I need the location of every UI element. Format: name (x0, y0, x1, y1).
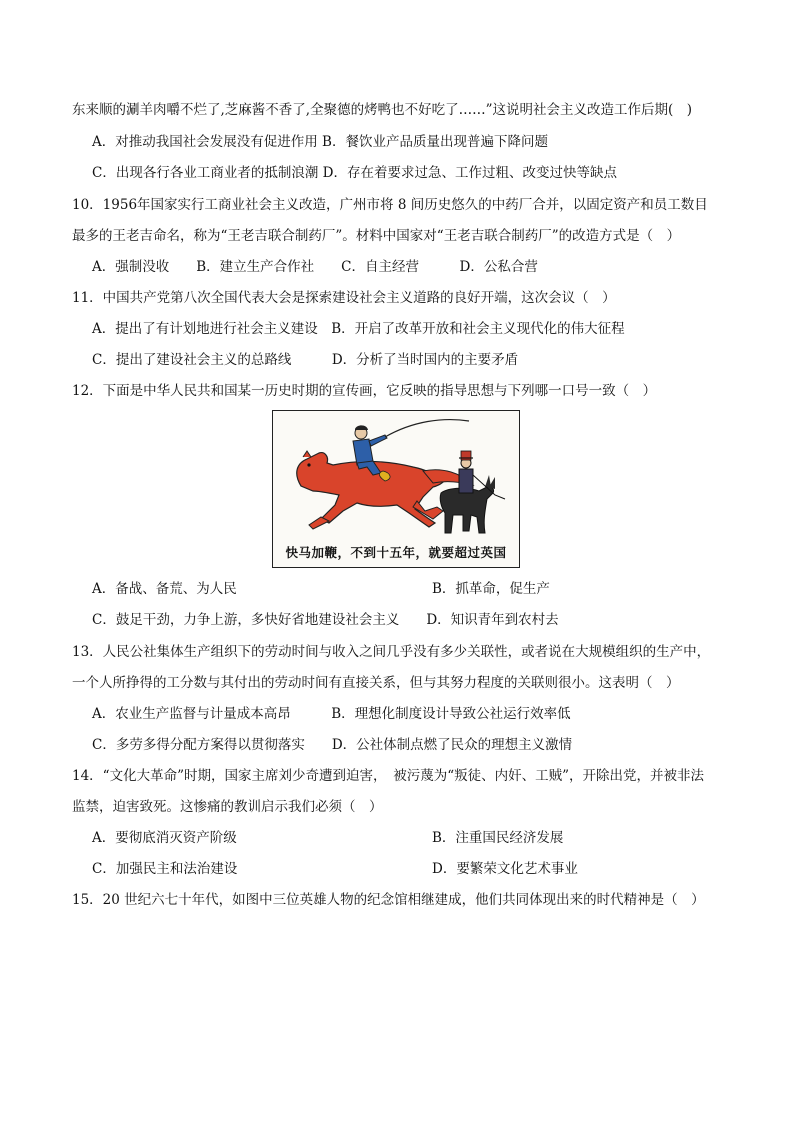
q10-stem-1: 10．1956年国家实行工商业社会主义改造，广州市将 8 间历史悠久的中药厂合并，以固定资产和员工数目 (72, 197, 708, 213)
q9-options-ab: A．对推动我国社会发展没有促进作用 B．餐饮业产品质量出现普遍下降问题 (92, 134, 548, 150)
q14-stem-1: 14．“文化大革命”时期，国家主席刘少奇遭到迫害， 被污蔑为“叛徒、内奸、工贼”，开除出党，并被非法 (72, 768, 705, 784)
propaganda-poster (272, 410, 520, 568)
q10-stem-2: 最多的王老吉命名，称为“王老吉联合制药厂”。材料中国家对“王老吉联合制药厂”的改造方式是（ ） (72, 228, 681, 244)
q9-stem-tail: 东来顺的涮羊肉嚼不烂了,芝麻酱不香了,全聚德的烤鸭也不好吃了……”这说明社会主义改造工作后期( ) (72, 102, 693, 118)
q12-option-b: B．抓革命，促生产 (432, 581, 550, 597)
q15-stem: 15．20 世纪六七十年代，如图中三位英雄人物的纪念馆相继建成，他们共同体现出来的时代精神是（ ） (72, 892, 705, 908)
q14-option-a: A．要彻底消灭资产阶级 (92, 830, 237, 846)
q13-options-ab: A．农业生产监督与计量成本高昂 B．理想化制度设计导致公社运行效率低 (92, 706, 571, 722)
q14-option-c: C．加强民主和法治建设 (92, 861, 238, 877)
q14-stem-2: 监禁，迫害致死。这惨痛的教训启示我们必须（ ） (72, 799, 383, 815)
poster-caption: 快马加鞭，不到十五年，就要超过英国 (285, 545, 507, 560)
q12-options-cd: C．鼓足干劲，力争上游，多快好省地建设社会主义 D．知识青年到农村去 (92, 612, 559, 628)
q14-option-d: D．要繁荣文化艺术事业 (432, 861, 578, 877)
q12-stem: 12．下面是中华人民共和国某一历史时期的宣传画，它反映的指导思想与下列哪一口号一致（ ） (72, 383, 657, 399)
q10-options: A．强制没收 B．建立生产合作社 C．自主经营 D．公私合营 (92, 259, 538, 275)
q11-stem: 11．中国共产党第八次全国代表大会是探索建设社会主义道路的良好开端，这次会议（ ） (72, 290, 616, 306)
q11-options-cd: C．提出了建设社会主义的总路线 D．分析了当时国内的主要矛盾 (92, 352, 519, 368)
q13-stem-2: 一个人所挣得的工分数与其付出的劳动时间有直接关系，但与其努力程度的关联则很小。这表明（ ） (72, 675, 680, 691)
q13-stem-1: 13．人民公社集体生产组织下的劳动时间与收入之间几乎没有多少关联性，或者说在大规模组织的生产中， (72, 644, 711, 660)
q14-option-b: B．注重国民经济发展 (432, 830, 564, 846)
donkey-figure (440, 451, 505, 533)
q11-options-ab: A．提出了有计划地进行社会主义建设 B．开启了改革开放和社会主义现代化的伟大征程 (92, 321, 625, 337)
q12-option-a: A．备战、备荒、为人民 (92, 581, 237, 597)
q13-options-cd: C．多劳多得分配方案得以贯彻落实 D．公社体制点燃了民众的理想主义激情 (92, 737, 573, 753)
q9-options-cd: C．出现各行各业工商业者的抵制浪潮 D．存在着要求过急、工作过粗、改变过快等缺点 (92, 165, 617, 181)
